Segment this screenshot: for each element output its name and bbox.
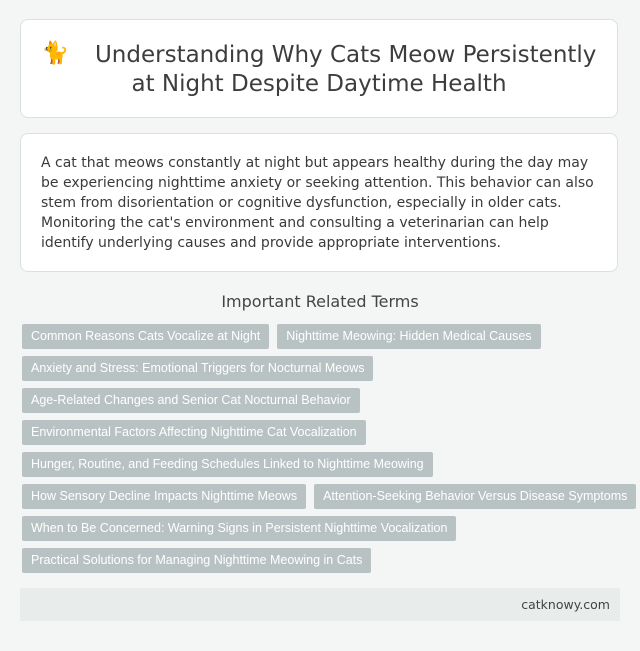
related-term-tag[interactable]: How Sensory Decline Impacts Nighttime Meows (22, 484, 306, 509)
footer-site-link[interactable]: catknowy.com (521, 597, 610, 612)
related-term-tag[interactable]: Nighttime Meowing: Hidden Medical Causes (277, 324, 540, 349)
page-title-text: Understanding Why Cats Meow Persistently at Night Despite Daytime Health (94, 41, 597, 97)
related-terms-heading: Important Related Terms (221, 292, 419, 311)
footer (20, 588, 620, 621)
page-title (41, 39, 597, 99)
related-term-tag[interactable]: Anxiety and Stress: Emotional Triggers for Nocturnal Meows (22, 356, 373, 381)
summary-card (20, 133, 618, 272)
related-term-tag[interactable]: Common Reasons Cats Vocalize at Night (22, 324, 269, 349)
cat-face-icon: 🐈 (41, 40, 69, 66)
tag-row (22, 420, 622, 445)
title-card (20, 19, 618, 118)
tag-row (22, 516, 622, 541)
related-term-tag[interactable]: Attention-Seeking Behavior Versus Disease Symptoms (314, 484, 636, 509)
summary-text: A cat that meows constantly at night but appears healthy during the day may be experiencing nighttime anxiety or seeking attention. This behavior can also stem from disorientation or cognitive dysfunction, especially in older cats. Monitoring the cat's environment and consulting a veterinarian can help identify underlying causes and provide appropriate interventions. (41, 155, 594, 251)
related-terms-list (22, 324, 628, 580)
related-term-tag[interactable]: Practical Solutions for Managing Nighttime Meowing in Cats (22, 548, 371, 573)
tag-row (22, 324, 622, 349)
related-term-tag[interactable]: Age-Related Changes and Senior Cat Nocturnal Behavior (22, 388, 360, 413)
related-term-tag[interactable]: When to Be Concerned: Warning Signs in Persistent Nighttime Vocalization (22, 516, 456, 541)
tag-row (22, 484, 628, 509)
tag-row (22, 388, 622, 413)
tag-row (22, 548, 622, 573)
related-term-tag[interactable]: Hunger, Routine, and Feeding Schedules Linked to Nighttime Meowing (22, 452, 433, 477)
related-term-tag[interactable]: Environmental Factors Affecting Nighttime Cat Vocalization (22, 420, 366, 445)
tag-row (22, 356, 622, 381)
tag-row (22, 452, 622, 477)
